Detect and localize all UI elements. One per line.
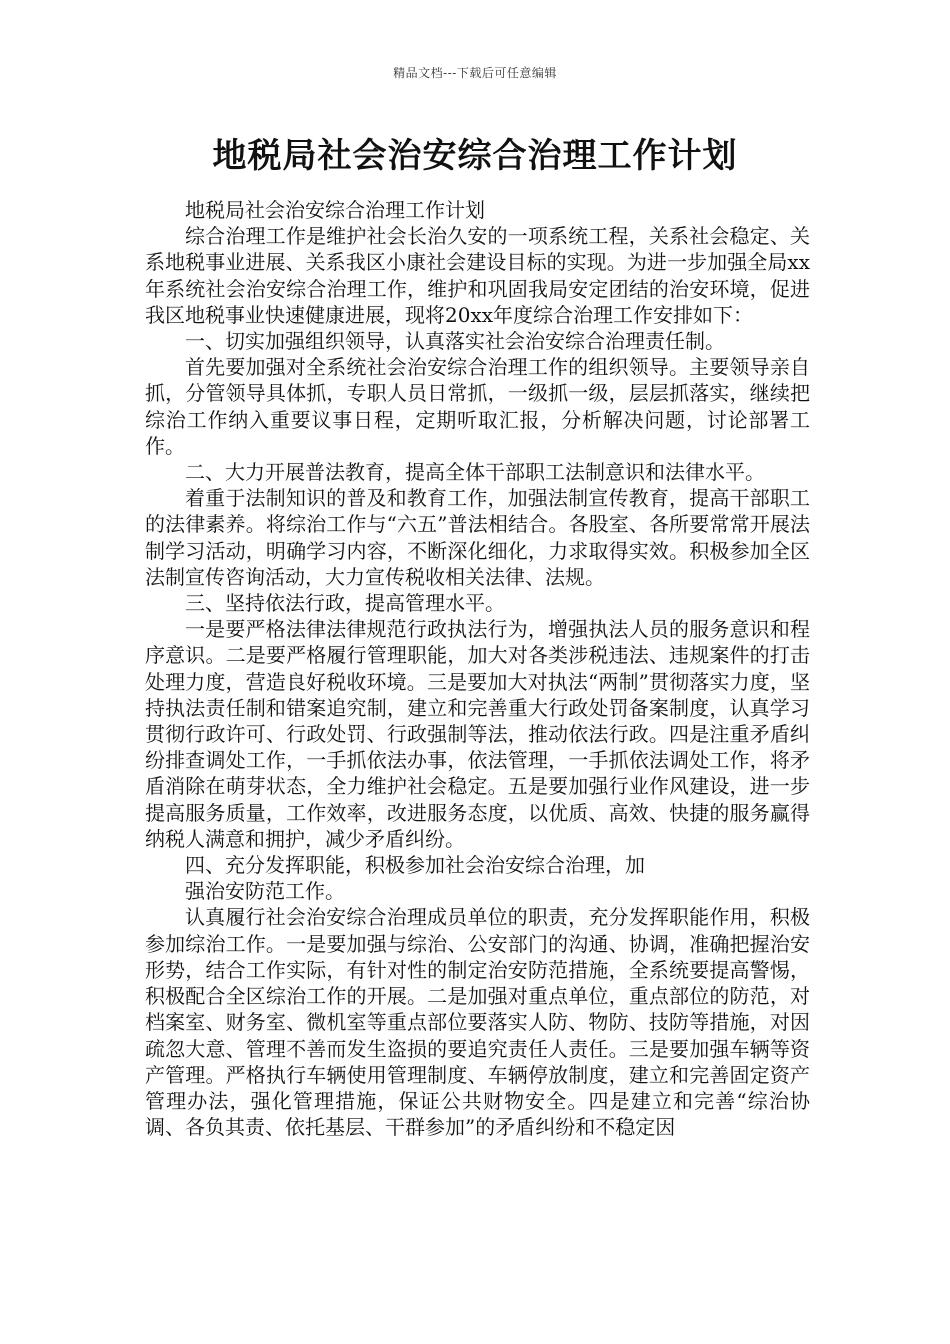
- section-heading-2: 二、大力开展普法教育，提高全体干部职工法制意识和法律水平。: [185, 460, 765, 485]
- paragraph-section-2: 着重于法制知识的普及和教育工作，加强法制宣传教育，提高干部职工的法律素养。将综治工作与“六五”普法相结合。各股室、各所要常常开展法制学习活动，明确学习内容，不断深化细化，力求取得实效。积极参加全区法制宣传咨询活动，大力宣传税收相关法律、法规。: [145, 486, 810, 589]
- paragraph-section-4: 认真履行社会治安综合治理成员单位的职责，充分发挥职能作用，积极参加综治工作。一是要加强与综治、公安部门的沟通、协调，准确把握治安形势，结合工作实际，有针对性的制定治安防范措施，全系统要提高警惕，积极配合全区综治工作的开展。二是加强对重点单位，重点部位的防范，对档案室、财务室、微机室等重点部位要落实人防、物防、技防等措施，对因疏忽大意、管理不善而发生盗损的要追究责任人责任。三是要加强车辆等资产管理。严格执行车辆使用管理制度、车辆停放制度，建立和完善固定资产管理办法，强化管理措施，保证公共财物安全。四是建立和完善“综治协调、各负其责、依托基层、干群参加”的矛盾纠纷和不稳定因: [145, 905, 810, 1140]
- paragraph-intro: 综合治理工作是维护社会长治久安的一项系统工程，关系社会稳定、关系地税事业进展、关系我区小康社会建设目标的实现。为进一步加强全局xx年系统社会治安综合治理工作，维护和巩固我局安定团结的治安环境，促进我区地税事业快速健康进展，现将20xx年度综合治理工作安排如下：: [145, 224, 810, 327]
- header-note: 精品文档---下载后可任意编辑: [393, 66, 557, 80]
- section-heading-4-continued: 强治安防范工作。: [185, 879, 345, 904]
- paragraph-section-3: 一是要严格法律法律规范行政执法行为，增强执法人员的服务意识和程序意识。二是要严格履行管理职能，加大对各类涉税违法、违规案件的打击处理力度，营造良好税收环境。三是要加大对执法“两制”贯彻落实力度，坚持执法责任制和错案追究制，建立和完善重大行政处罚备案制度，认真学习贯彻行政许可、行政处罚、行政强制等法，推动依法行政。四是注重矛盾纠纷排查调处工作，一手抓依法办事，依法管理，一手抓依法调处工作，将矛盾消除在萌芽状态，全力维护社会稳定。五是要加强行业作风建设，进一步提高服务质量，工作效率，改进服务态度，以优质、高效、快捷的服务赢得纳税人满意和拥护，减少矛盾纠纷。: [145, 617, 810, 851]
- paragraph-section-1: 首先要加强对全系统社会治安综合治理工作的组织领导。主要领导亲自抓，分管领导具体抓，专职人员日常抓，一级抓一级，层层抓落实，继续把综治工作纳入重要议事日程，定期听取汇报，分析解决问题，讨论部署工作。: [145, 355, 810, 458]
- document-title: 地税局社会治安综合治理工作计划: [212, 136, 738, 176]
- section-heading-1: 一、切实加强组织领导，认真落实社会治安综合治理责任制。: [185, 329, 725, 354]
- paragraph-subtitle: 地税局社会治安综合治理工作计划: [185, 198, 485, 222]
- section-heading-4: 四、充分发挥职能，积极参加社会治安综合治理，加: [185, 853, 645, 878]
- section-heading-3: 三、坚持依法行政，提高管理水平。: [185, 591, 505, 616]
- document-body: [145, 197, 810, 1140]
